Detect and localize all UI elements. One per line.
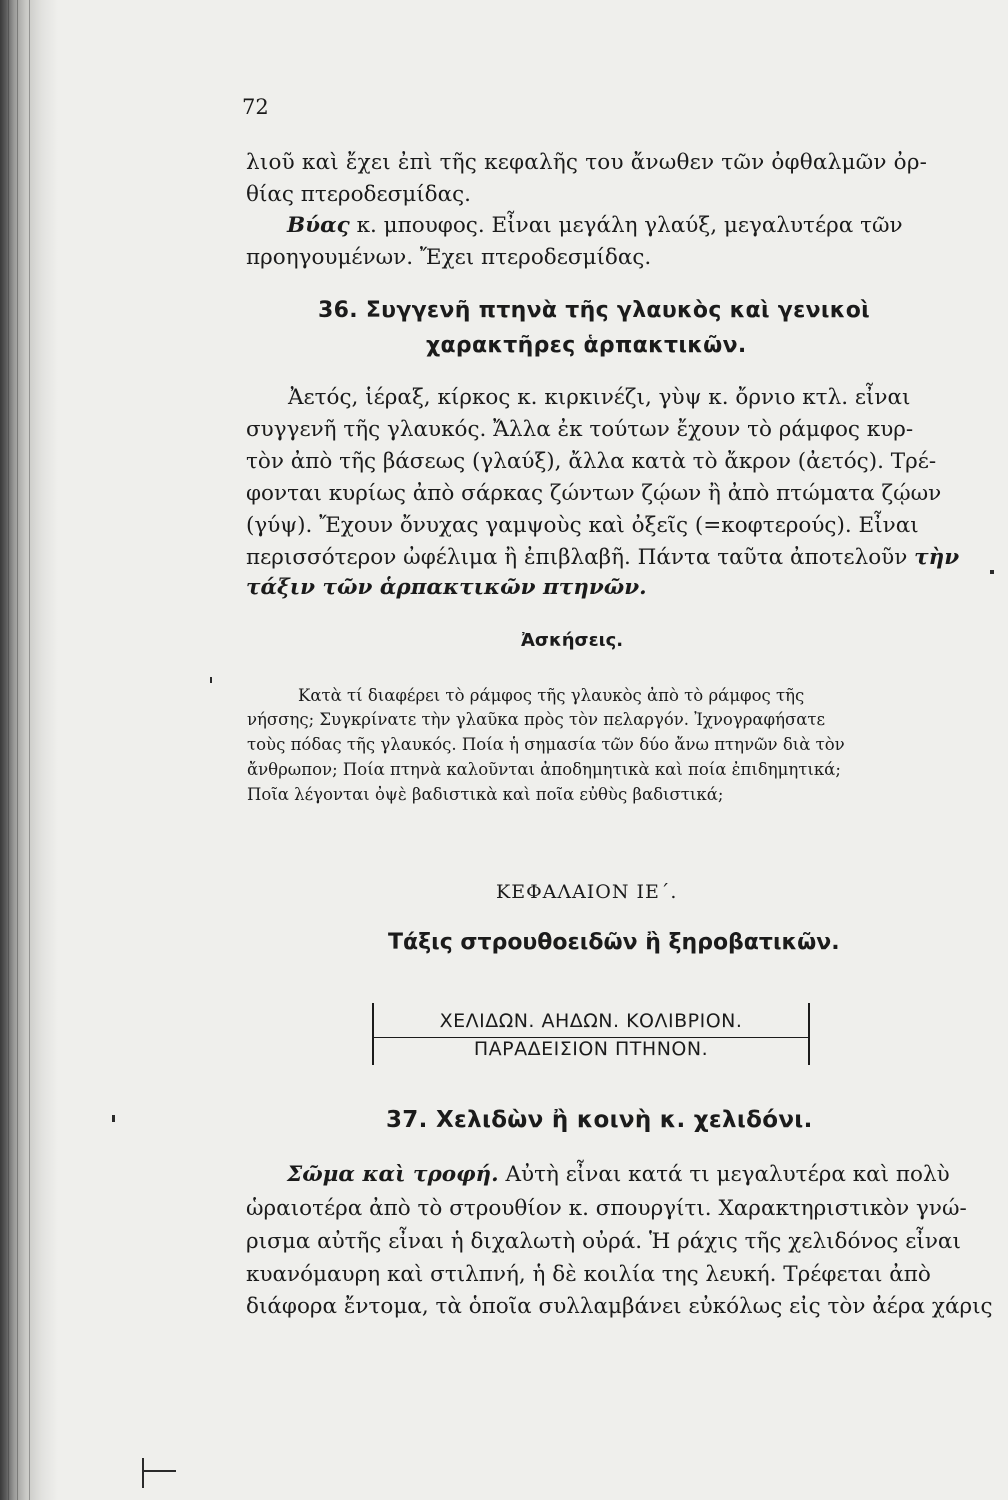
section-heading-36: 36. Συγγενῆ πτηνὰ τῆς γλαυκὸς καὶ γενικοὶ <box>318 298 871 323</box>
body-line: τὸν ἀπὸ τῆς βάσεως (γλαύξ), ἄλλα κατὰ τὸ ἄκρον (ἀετός). Τρέ- <box>246 449 937 474</box>
chapter-label: ΚΕΦΑΛΑΙΟΝ ΙΕ΄. <box>496 881 678 903</box>
emphasis-line: τάξιν τῶν ἁρπακτικῶν πτηνῶν. <box>246 575 647 600</box>
emphasis-text: τὴν <box>914 545 960 570</box>
body-text: περισσότερον ὠφέλιμα ἢ ἐπιβλαβῆ. Πάντα ταῦτα ἀποτελοῦν <box>246 545 915 570</box>
body-text: κ. μπουφος. Εἶναι μεγάλη γλαύξ, μεγαλυτέρα τῶν <box>349 213 903 238</box>
body-line <box>246 545 959 570</box>
exercise-line: νήσσης; Συγκρίνατε τὴν γλαῦκα πρὸς τὸν πελαργόν. Ἰχνογραφήσατε <box>247 710 826 729</box>
body-line: προηγουμένων. Ἔχει πτεροδεσμίδας. <box>246 245 652 270</box>
stray-mark <box>112 1115 115 1122</box>
body-line <box>287 1162 950 1187</box>
exercise-line: ἄνθρωπον; Ποία πτηνὰ καλοῦνται ἀποδημητικὰ καὶ ποία ἐπιδημητικά; <box>247 760 841 779</box>
boxed-subtitle <box>372 1003 810 1065</box>
body-line: (γύψ). Ἔχουν ὄνυχας γαμψοὺς καὶ ὀξεῖς (=κοφτερούς). Εἶναι <box>246 513 919 538</box>
exercise-line: Ποῖα λέγονται ὀψὲ βαδιστικὰ καὶ ποῖα εὐθὺς βαδιστικά; <box>247 785 724 804</box>
body-line: Ἀετός, ἱέραξ, κίρκος κ. κιρκινέζι, γὺψ κ. ὄρνιο κτλ. εἶναι <box>288 385 911 410</box>
body-line: φονται κυρίως ἀπὸ σάρκας ζώντων ζῴων ἢ ἀπὸ πτώματα ζῴων <box>246 481 942 506</box>
exercise-line: τοὺς πόδας τῆς γλαυκός. Ποία ἡ σημασία τῶν δύο ἄνω πτηνῶν διὰ τὸν <box>247 735 845 754</box>
exercises-title: Ἀσκήσεις. <box>521 630 624 651</box>
exercise-line: Κατὰ τί διαφέρει τὸ ράμφος τῆς γλαυκὸς ἀπὸ τὸ ράμφος τῆς <box>298 686 805 705</box>
chapter-title: Τάξις στρουθοειδῶν ἢ ξηροβατικῶν. <box>388 930 840 955</box>
box-line: ΠΑΡΑΔΕΙΣΙΟΝ ΠΤΗΝΟΝ. <box>473 1038 709 1060</box>
body-line: κυανόμαυρη καὶ στιλπνή, ἡ δὲ κοιλία της λευκή. Τρέφεται ἀπὸ <box>246 1262 931 1287</box>
binding-edge-line <box>17 0 18 1500</box>
binding-edge-line <box>8 0 9 1500</box>
binding-edge-line <box>29 0 30 1500</box>
corner-mark <box>142 1458 144 1488</box>
term-vyas: Βύας <box>287 213 350 238</box>
section-heading-36-cont: χαρακτῆρες ἁρπακτικῶν. <box>426 333 747 358</box>
lead-term: Σῶμα καὶ τροφή. <box>287 1162 499 1187</box>
section-heading-37: 37. Χελιδὼν ἢ κοινὴ κ. χελιδόνι. <box>386 1107 813 1133</box>
body-line: ὡραιοτέρα ἀπὸ τὸ στρουθίον κ. σπουργίτι. Χαρακτηριστικὸν γνώ- <box>246 1196 967 1221</box>
page-number: 72 <box>242 95 269 119</box>
body-line <box>287 213 903 238</box>
body-line: ρισμα αὐτῆς εἶναι ἡ διχαλωτὴ οὐρά. Ἡ ράχις τῆς χελιδόνος εἶναι <box>246 1229 961 1254</box>
stray-mark <box>210 677 212 683</box>
body-line: διάφορα ἔντομα, τὰ ὁποῖα συλλαμβάνει εὐκόλως εἰς τὸν ἀέρα χάρις <box>246 1294 993 1319</box>
body-text: Αὐτὴ εἶναι κατά τι μεγαλυτέρα καὶ πολὺ <box>498 1162 950 1187</box>
stray-mark <box>990 570 994 574</box>
corner-mark <box>142 1470 176 1472</box>
box-line: ΧΕΛΙΔΩΝ. ΑΗΔΩΝ. ΚΟΛΙΒΡΙΟΝ. <box>439 1010 743 1032</box>
body-line: θίας πτεροδεσμίδας. <box>246 182 472 207</box>
body-line: λιοῦ καὶ ἔχει ἐπὶ τῆς κεφαλῆς του ἄνωθεν τῶν ὀφθαλμῶν ὀρ- <box>246 150 928 175</box>
body-line: συγγενῆ τῆς γλαυκός. Ἄλλα ἐκ τούτων ἔχουν τὸ ράμφος κυρ- <box>246 417 914 442</box>
